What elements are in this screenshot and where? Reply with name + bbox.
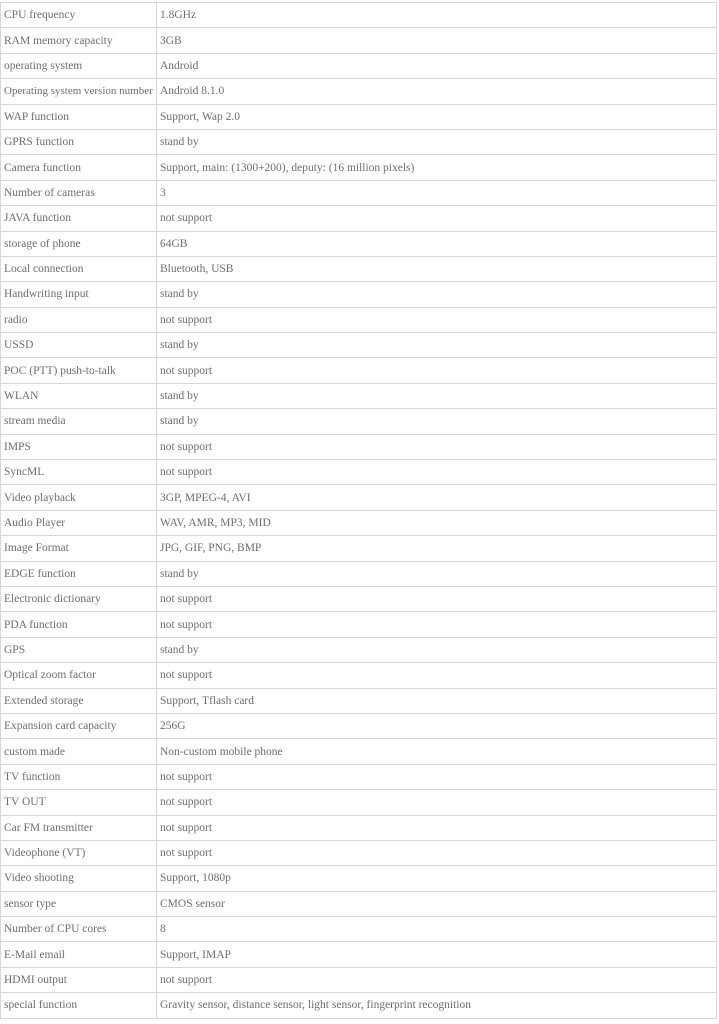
spec-value: not support	[157, 358, 717, 383]
spec-value: not support	[157, 206, 717, 231]
spec-table-body	[1, 3, 717, 1019]
table-row	[1, 967, 717, 992]
spec-key: storage of phone	[1, 231, 157, 256]
table-row	[1, 358, 717, 383]
table-row	[1, 815, 717, 840]
spec-key: Videophone (VT)	[1, 840, 157, 865]
spec-key: stream media	[1, 409, 157, 434]
spec-value: 3	[157, 180, 717, 205]
spec-key: special function	[1, 993, 157, 1018]
spec-value: not support	[157, 460, 717, 485]
spec-key: Camera function	[1, 155, 157, 180]
spec-key: Expansion card capacity	[1, 713, 157, 738]
spec-key: JAVA function	[1, 206, 157, 231]
table-row	[1, 612, 717, 637]
spec-key: IMPS	[1, 434, 157, 459]
spec-value: not support	[157, 307, 717, 332]
spec-value: Bluetooth, USB	[157, 256, 717, 281]
table-row	[1, 333, 717, 358]
spec-value: 3GP, MPEG-4, AVI	[157, 485, 717, 510]
table-row	[1, 840, 717, 865]
table-row	[1, 104, 717, 129]
table-row	[1, 129, 717, 154]
table-row	[1, 790, 717, 815]
spec-value: stand by	[157, 409, 717, 434]
spec-key: USSD	[1, 333, 157, 358]
table-row	[1, 891, 717, 916]
spec-value: not support	[157, 967, 717, 992]
spec-key: Operating system version number	[1, 79, 157, 104]
spec-key: sensor type	[1, 891, 157, 916]
spec-value: stand by	[157, 383, 717, 408]
spec-key: Handwriting input	[1, 282, 157, 307]
table-row	[1, 663, 717, 688]
spec-value: Support, Wap 2.0	[157, 104, 717, 129]
table-row	[1, 282, 717, 307]
table-row	[1, 713, 717, 738]
spec-table	[0, 2, 717, 1019]
table-row	[1, 510, 717, 535]
spec-value: 1.8GHz	[157, 3, 717, 28]
spec-key: PDA function	[1, 612, 157, 637]
spec-value: not support	[157, 815, 717, 840]
spec-value: 8	[157, 917, 717, 942]
table-row	[1, 180, 717, 205]
spec-value: Gravity sensor, distance sensor, light sensor, fingerprint recognition	[157, 993, 717, 1018]
table-row	[1, 3, 717, 28]
spec-key: Audio Player	[1, 510, 157, 535]
spec-key: radio	[1, 307, 157, 332]
spec-value: stand by	[157, 333, 717, 358]
spec-value: CMOS sensor	[157, 891, 717, 916]
spec-key: Car FM transmitter	[1, 815, 157, 840]
spec-value: not support	[157, 764, 717, 789]
spec-key: E-Mail email	[1, 942, 157, 967]
spec-key: HDMI output	[1, 967, 157, 992]
spec-key: EDGE function	[1, 561, 157, 586]
spec-key: operating system	[1, 53, 157, 78]
table-row	[1, 206, 717, 231]
table-row	[1, 586, 717, 611]
spec-value: JPG, GIF, PNG, BMP	[157, 536, 717, 561]
spec-key: SyncML	[1, 460, 157, 485]
spec-value: Non-custom mobile phone	[157, 739, 717, 764]
spec-key: CPU frequency	[1, 3, 157, 28]
spec-value: Android	[157, 53, 717, 78]
table-row	[1, 28, 717, 53]
table-row	[1, 942, 717, 967]
spec-value: stand by	[157, 129, 717, 154]
table-row	[1, 307, 717, 332]
spec-value: 256G	[157, 713, 717, 738]
spec-value: not support	[157, 612, 717, 637]
spec-key: GPRS function	[1, 129, 157, 154]
table-row	[1, 155, 717, 180]
spec-key: Extended storage	[1, 688, 157, 713]
table-row	[1, 79, 717, 104]
spec-value: Support, Tflash card	[157, 688, 717, 713]
spec-value: Support, main: (1300+200), deputy: (16 million pixels)	[157, 155, 717, 180]
spec-value: not support	[157, 434, 717, 459]
table-row	[1, 383, 717, 408]
table-row	[1, 688, 717, 713]
table-row	[1, 764, 717, 789]
table-row	[1, 866, 717, 891]
table-row	[1, 53, 717, 78]
spec-value: WAV, AMR, MP3, MID	[157, 510, 717, 535]
spec-value: not support	[157, 790, 717, 815]
table-row	[1, 231, 717, 256]
spec-value: 3GB	[157, 28, 717, 53]
table-row	[1, 536, 717, 561]
table-row	[1, 561, 717, 586]
table-row	[1, 917, 717, 942]
spec-value: stand by	[157, 561, 717, 586]
table-row	[1, 256, 717, 281]
spec-key: Electronic dictionary	[1, 586, 157, 611]
spec-key: GPS	[1, 637, 157, 662]
spec-key: Video playback	[1, 485, 157, 510]
table-row	[1, 409, 717, 434]
table-row	[1, 460, 717, 485]
table-row	[1, 993, 717, 1018]
table-row	[1, 434, 717, 459]
spec-key: Video shooting	[1, 866, 157, 891]
table-row	[1, 485, 717, 510]
spec-key: Number of cameras	[1, 180, 157, 205]
spec-value: stand by	[157, 282, 717, 307]
table-row	[1, 637, 717, 662]
spec-key: Image Format	[1, 536, 157, 561]
spec-value: stand by	[157, 637, 717, 662]
spec-key: TV OUT	[1, 790, 157, 815]
spec-value: Android 8.1.0	[157, 79, 717, 104]
spec-key: WLAN	[1, 383, 157, 408]
table-row	[1, 739, 717, 764]
spec-key: custom made	[1, 739, 157, 764]
spec-value: Support, IMAP	[157, 942, 717, 967]
spec-value: 64GB	[157, 231, 717, 256]
spec-value: not support	[157, 840, 717, 865]
spec-key: Local connection	[1, 256, 157, 281]
spec-key: RAM memory capacity	[1, 28, 157, 53]
spec-key: Number of CPU cores	[1, 917, 157, 942]
spec-key: TV function	[1, 764, 157, 789]
spec-key: WAP function	[1, 104, 157, 129]
spec-key: Optical zoom factor	[1, 663, 157, 688]
spec-value: not support	[157, 663, 717, 688]
spec-key: POC (PTT) push-to-talk	[1, 358, 157, 383]
spec-value: not support	[157, 586, 717, 611]
spec-value: Support, 1080p	[157, 866, 717, 891]
